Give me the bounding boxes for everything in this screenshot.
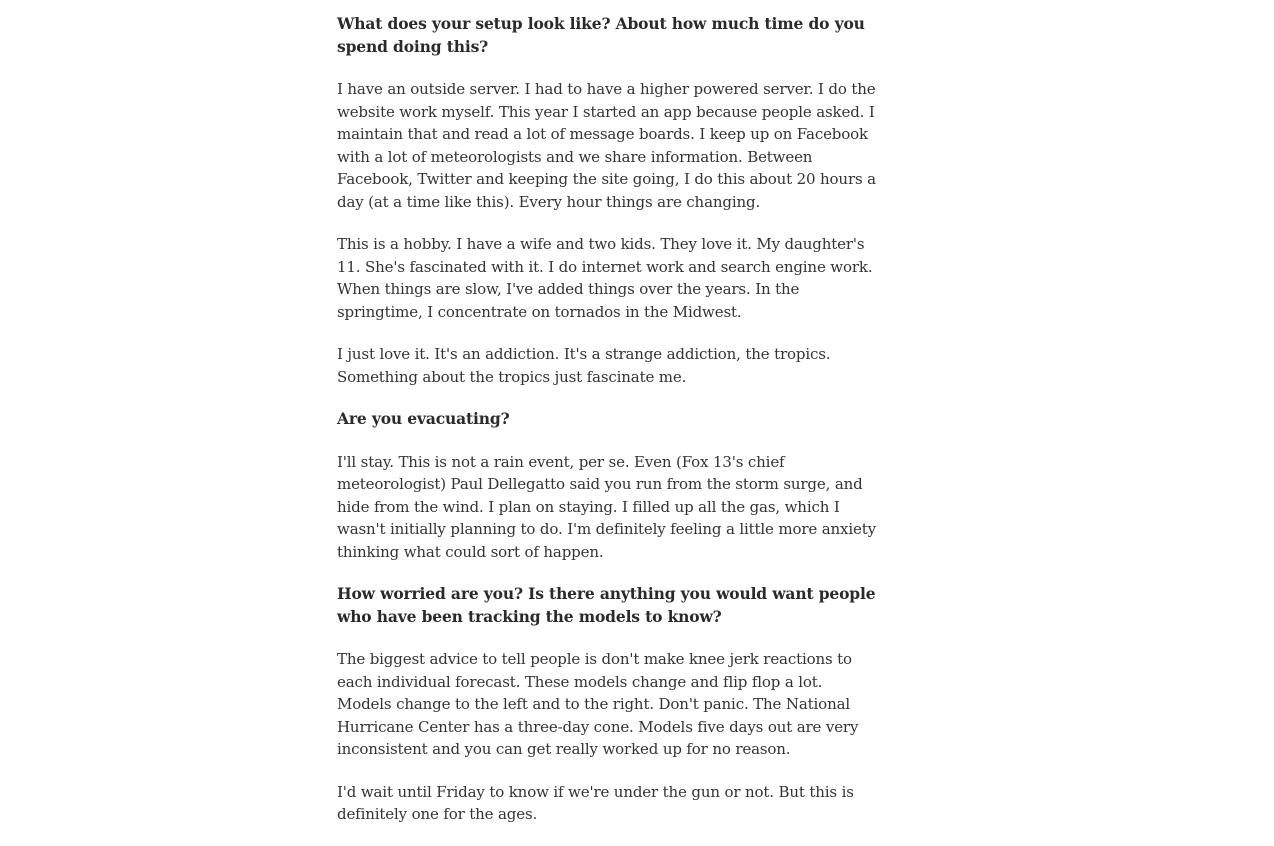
interview-answer: I'll stay. This is not a rain event, per se. Even (Fox 13's chief meteorologist) Paul Dellegatto said you run from the storm surge, and hide from the wind. I plan on staying. I filled up all the gas, which I wasn't initially planning to do. I'm definitely feeling a little more anxiety thinking what could sort of happen. [337, 452, 876, 561]
interview-answer: The biggest advice to tell people is don't make knee jerk reactions to each individual forecast. These models change and flip flop a lot. Models change to the left and to the right. Don't panic. The National Hurricane Center has a three-day cone. Models five days out are very inconsistent and you can get really worked up for no reason. [337, 650, 859, 758]
article-body [337, 13, 877, 846]
interview-question: What does your setup look like? About how much time do you spend doing this? [337, 14, 865, 56]
interview-answer: I'd wait until Friday to know if we're under the gun or not. But this is definitely one for the ages. [337, 782, 854, 823]
interview-question: Are you evacuating? [337, 409, 510, 428]
interview-answer: I have an outside server. I had to have a higher powered server. I do the website work myself. This year I started an app because people asked. I maintain that and read a lot of message boards. I keep up on Facebook with a lot of meteorologists and we share information. Between Facebook, Twitter and keeping the site going, I do this about 20 hours a day (at a time like this). Every hour things are changing. [337, 80, 876, 211]
interview-answer: This is a hobby. I have a wife and two kids. They love it. My daughter's 11. She's fascinated with it. I do internet work and search engine work. When things are slow, I've added things over the years. In the springtime, I concentrate on tornados in the Midwest. [337, 235, 873, 321]
interview-question: How worried are you? Is there anything you would want people who have been tracking the models to know? [337, 584, 876, 626]
interview-answer: I just love it. It's an addiction. It's a strange addiction, the tropics. Something about the tropics just fascinate me. [337, 345, 831, 386]
